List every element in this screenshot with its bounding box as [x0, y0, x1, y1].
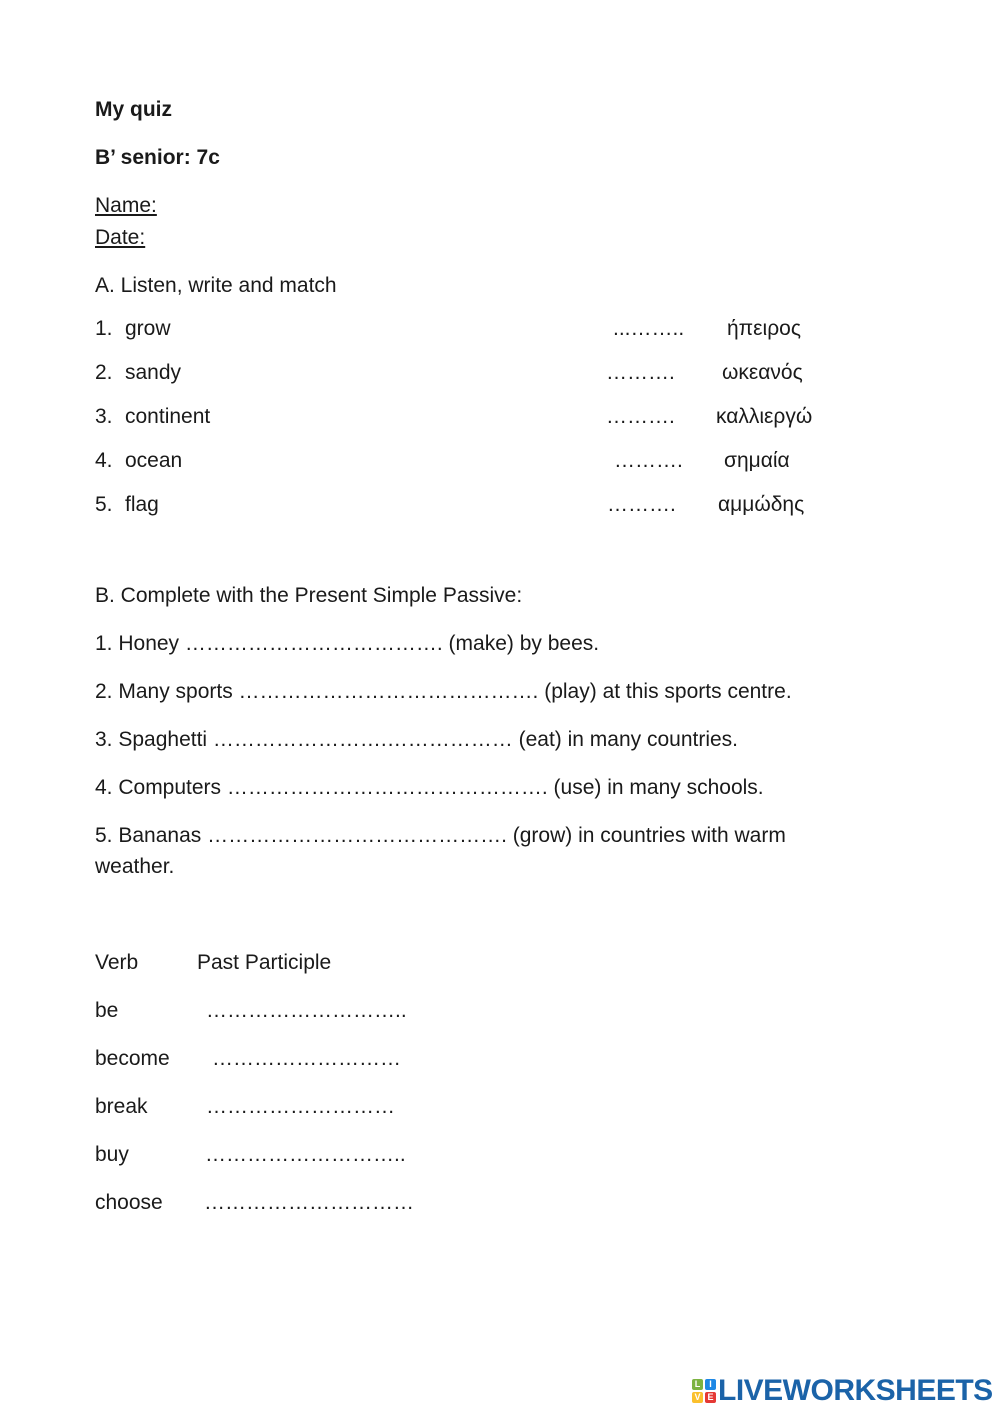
- answer-blank[interactable]: ………………………..: [206, 999, 407, 1022]
- verb-column-header: Verb: [95, 951, 139, 974]
- item-word: ocean: [125, 449, 183, 472]
- verb-cell: choose: [95, 1191, 163, 1214]
- greek-word: αμμώδης: [718, 493, 805, 516]
- logo-square-v: V: [692, 1392, 703, 1403]
- class-label: B’ senior: 7c: [95, 146, 220, 169]
- logo-text: LIVEWORKSHEETS: [718, 1374, 993, 1407]
- sentence-2[interactable]: 2. Many sports ……………………………………. (play) at this sports centre.: [95, 680, 792, 703]
- liveworksheets-logo-icon: [692, 1379, 716, 1403]
- sentence-5[interactable]: 5. Bananas ……………………………………. (grow) in countries with warm: [95, 824, 786, 847]
- logo-square-l: L: [692, 1379, 703, 1390]
- answer-blank[interactable]: ……….: [606, 361, 675, 384]
- liveworksheets-logo: [692, 1373, 993, 1409]
- answer-blank[interactable]: ………………………: [206, 1095, 395, 1118]
- item-number: 1.: [95, 317, 113, 340]
- sentence-1[interactable]: 1. Honey ………………………………. (make) by bees.: [95, 632, 600, 655]
- past-participle-column-header: Past Participle: [197, 951, 332, 974]
- item-word: flag: [125, 493, 159, 516]
- greek-word: καλλιεργώ: [716, 405, 813, 428]
- sentence-4[interactable]: 4. Computers ………………………………………. (use) in many schools.: [95, 776, 764, 799]
- answer-blank[interactable]: ……….: [606, 405, 675, 428]
- answer-blank[interactable]: ……….: [614, 449, 683, 472]
- verb-cell: be: [95, 999, 119, 1022]
- item-word: grow: [125, 317, 171, 340]
- item-number: 5.: [95, 493, 113, 516]
- item-word: sandy: [125, 361, 182, 384]
- item-number: 4.: [95, 449, 113, 472]
- section-a-title: A. Listen, write and match: [95, 274, 337, 297]
- answer-blank[interactable]: ...……..: [613, 317, 685, 340]
- greek-word: σημαία: [724, 449, 790, 472]
- quiz-title: My quiz: [95, 98, 172, 121]
- answer-blank[interactable]: …………………………: [204, 1191, 414, 1214]
- section-b-title: B. Complete with the Present Simple Passive:: [95, 584, 523, 607]
- verb-cell: break: [95, 1095, 148, 1118]
- item-number: 3.: [95, 405, 113, 428]
- name-label: Name:: [95, 194, 157, 217]
- greek-word: ήπειρος: [727, 317, 801, 340]
- sentence-5-continuation: weather.: [95, 855, 175, 878]
- verb-cell: buy: [95, 1143, 129, 1166]
- logo-square-e: E: [705, 1392, 716, 1403]
- greek-word: ωκεανός: [722, 361, 803, 384]
- answer-blank[interactable]: ………………………: [212, 1047, 401, 1070]
- answer-blank[interactable]: ……….: [607, 493, 676, 516]
- verb-cell: become: [95, 1047, 170, 1070]
- logo-square-i: I: [705, 1379, 716, 1390]
- item-word: continent: [125, 405, 211, 428]
- answer-blank[interactable]: ………………………..: [205, 1143, 406, 1166]
- date-label: Date:: [95, 226, 146, 249]
- sentence-3[interactable]: 3. Spaghetti …………………….……………… (eat) in many countries.: [95, 728, 739, 751]
- item-number: 2.: [95, 361, 113, 384]
